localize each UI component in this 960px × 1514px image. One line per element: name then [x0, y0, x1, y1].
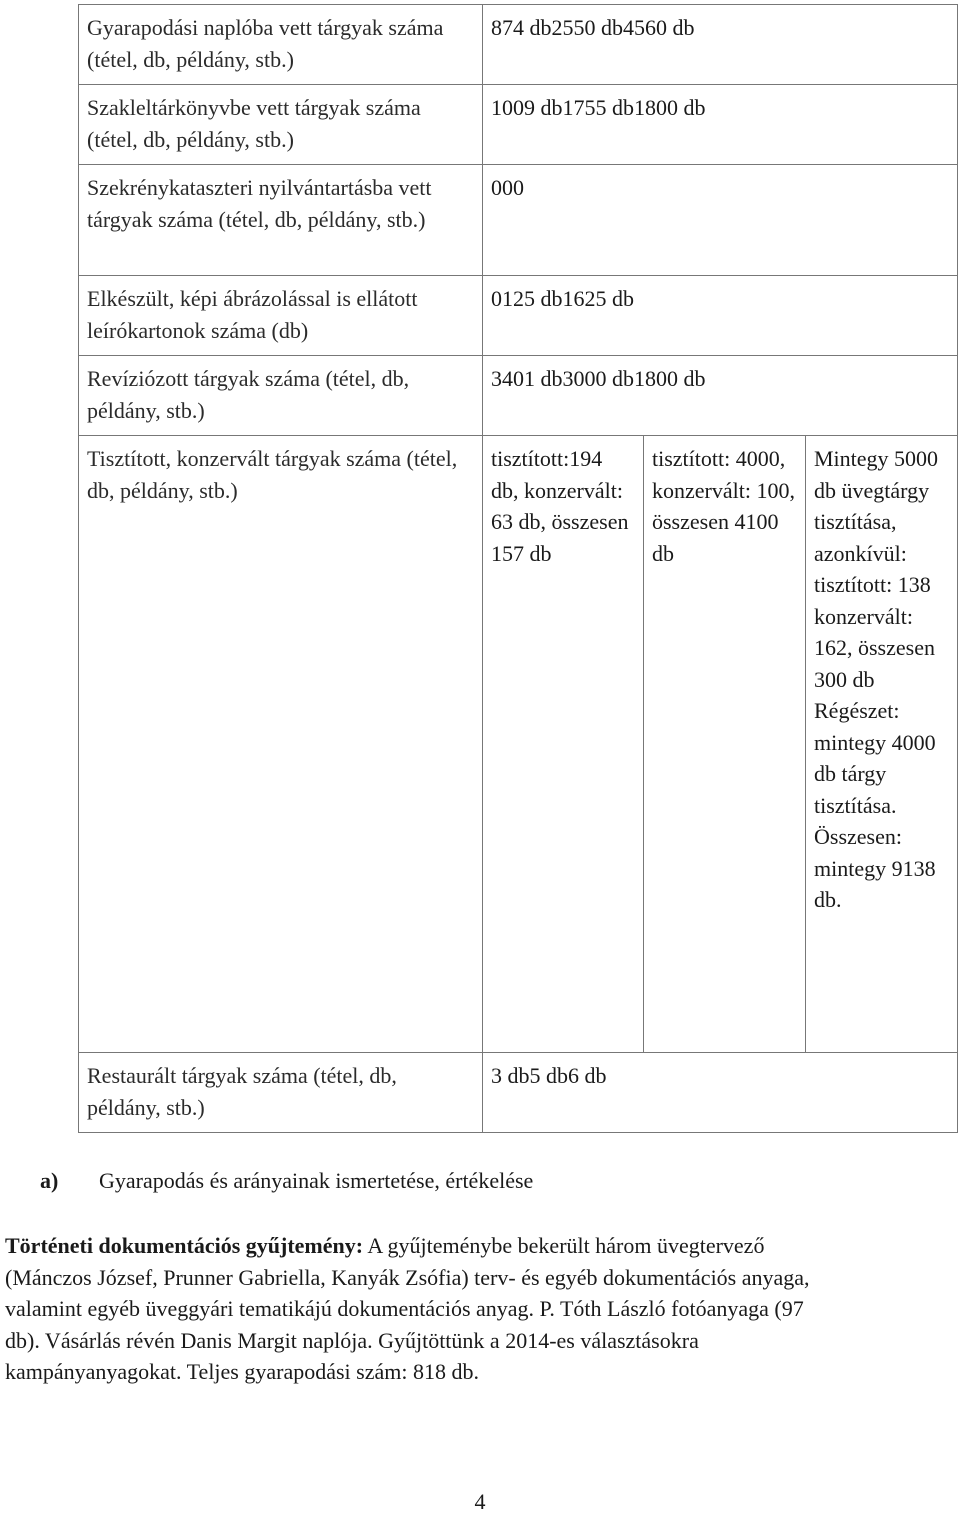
value-cell: 0	[491, 175, 502, 200]
table-row	[79, 436, 958, 1053]
paragraph-line: valamint egyéb üveggyári tematikájú dokumentációs anyag. P. Tóth László fotóanyaga (97	[5, 1296, 804, 1321]
value-cell: 4560 db	[623, 15, 695, 40]
merged-values-cell	[483, 276, 958, 356]
value-cell: 125 db	[502, 286, 563, 311]
value-cell: tisztított:194 db, konzervált: 63 db, összesen 157 db	[483, 436, 644, 1053]
value-cell: 6 db	[568, 1063, 607, 1088]
row-label: Szakleltárkönyvbe vett tárgyak száma (tétel, db, példány, stb.)	[79, 85, 483, 165]
value-cell: 1755 db	[562, 95, 634, 120]
merged-values-cell	[483, 85, 958, 165]
paragraph-line-text: A gyűjteménybe bekerült három üvegtervező	[363, 1233, 765, 1258]
value-cell: 3000 db	[562, 366, 634, 391]
row-label: Gyarapodási naplóba vett tárgyak száma (tétel, db, példány, stb.)	[79, 5, 483, 85]
merged-values-cell	[483, 1053, 958, 1133]
value-cell: 5 db	[529, 1063, 568, 1088]
paragraph-line: kampányanyagokat. Teljes gyarapodási szám: 818 db.	[5, 1359, 479, 1384]
table-row	[79, 1053, 958, 1133]
section-heading-text: Gyarapodás és arányainak ismertetése, értékelése	[99, 1168, 534, 1193]
value-cell: 2550 db	[551, 15, 623, 40]
row-label: Restaurált tárgyak száma (tétel, db, példány, stb.)	[79, 1053, 483, 1133]
table-row	[79, 165, 958, 276]
paragraph-bold-lead: Történeti dokumentációs gyűjtemény:	[5, 1233, 364, 1258]
merged-values-cell	[483, 165, 958, 276]
row-label: Szekrénykataszteri nyilvántartásba vett tárgyak száma (tétel, db, példány, stb.)	[79, 165, 483, 276]
paragraph-line: db). Vásárlás révén Danis Margit naplója. Gyűjtöttünk a 2014-es választásokra	[5, 1327, 699, 1353]
row-label: Tisztított, konzervált tárgyak száma (tétel, db, példány, stb.)	[79, 436, 483, 1053]
merged-values-cell	[483, 356, 958, 436]
value-cell: 874 db	[491, 15, 552, 40]
row-label: Revíziózott tárgyak száma (tétel, db, példány, stb.)	[79, 356, 483, 436]
value-cell: tisztított: 4000, konzervált: 100, összesen 4100 db	[644, 436, 806, 1053]
value-cell: 3 db	[491, 1063, 530, 1088]
paragraph-line	[5, 1230, 953, 1262]
body-paragraph	[5, 1230, 953, 1388]
value-cell: 0	[513, 175, 524, 200]
row-label: Elkészült, képi ábrázolással is ellátott leírókartonok száma (db)	[79, 276, 483, 356]
value-cell: 0	[502, 175, 513, 200]
table-row	[79, 85, 958, 165]
value-cell: 1625 db	[562, 286, 634, 311]
value-cell: Mintegy 5000 db üvegtárgy tisztítása, azonkívül: tisztított: 138 konzervált: 162, összesen 300 db Régészet: mintegy 4000 db tárgy tisztítása. Összesen: mintegy 9138 db.	[806, 436, 958, 1053]
paragraph-line: (Mánczos József, Prunner Gabriella, Kanyák Zsófia) terv- és egyéb dokumentációs anyaga,	[5, 1264, 810, 1290]
value-cell: 0	[491, 286, 502, 311]
value-cell: 1800 db	[634, 95, 706, 120]
value-cell: 3401 db	[491, 366, 563, 391]
table-row	[79, 5, 958, 85]
merged-values-cell	[483, 5, 958, 85]
page-number: 4	[474, 1489, 486, 1514]
section-letter: a)	[40, 1168, 59, 1193]
table-row	[79, 356, 958, 436]
value-cell: 1009 db	[491, 95, 563, 120]
table-row	[79, 276, 958, 356]
statistics-table	[78, 4, 958, 1133]
value-cell: 1800 db	[634, 366, 706, 391]
